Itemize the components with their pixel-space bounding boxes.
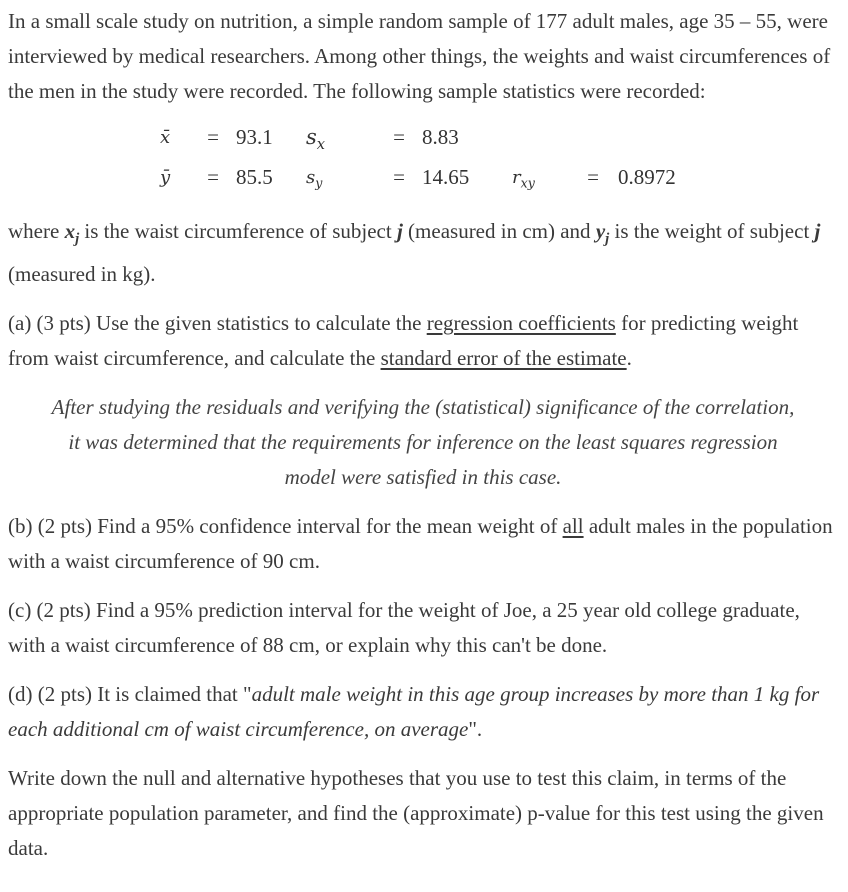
sy-symbol: $s_y$ xyxy=(306,167,323,191)
ybar-symbol: ȳ xyxy=(160,167,171,189)
variable-definitions: where $x_j$ is the waist circumference of subject j (measured in cm) and $y_j$ is the weight of subject j (measured in kg). xyxy=(8,218,821,286)
sy-value: 14.65 xyxy=(422,165,470,190)
equals-sign: = xyxy=(207,165,219,190)
all-emphasis: all xyxy=(562,513,584,538)
yj-variable: $y_j$ xyxy=(595,218,610,247)
part-c: (c) (2 pts) Find a 95% prediction interval for the weight of Joe, a 25 year old college graduate, with a waist circumference of 88 cm, or explain why this can't be done. xyxy=(8,597,800,657)
part-a: (a) (3 pts) Use the given statistics to calculate the regression coefficients for predicting weight from waist circumference, and calculate the standard error of the estimate. xyxy=(8,310,799,370)
equals-sign: = xyxy=(393,125,405,149)
j-variable: j xyxy=(396,218,403,243)
rxy-symbol: $r_{xy}$ xyxy=(512,167,535,191)
j-variable: j xyxy=(814,218,821,243)
sample-statistics xyxy=(160,121,838,200)
sx-symbol: $s_x$ xyxy=(306,125,326,154)
xbar-symbol: x̄ xyxy=(160,127,171,148)
inference-note: After studying the residuals and verifying the (statistical) significance of the correlation, it was determined that the requirements for inference on the least squares regression model were satisfied in this case. xyxy=(51,394,795,489)
xbar-value: 93.1 xyxy=(236,125,273,149)
part-d: (d) (2 pts) It is claimed that "adult male weight in this age group increases by more than 1 kg for each additional cm of waist circumference, on average". xyxy=(8,681,820,741)
rxy-value: 0.8972 xyxy=(618,165,676,190)
regression-coefficients-link[interactable]: regression coefficients xyxy=(426,310,616,335)
equals-sign: = xyxy=(587,165,599,190)
ybar-value: 85.5 xyxy=(236,165,273,190)
equals-sign: = xyxy=(207,125,219,149)
sx-value: 8.83 xyxy=(422,125,459,149)
xj-variable: $x_j$ xyxy=(64,218,80,247)
standard-error-link[interactable]: standard error of the estimate xyxy=(380,345,627,370)
claim-text: adult male weight in this age group increases by more than 1 kg for each additional cm of waist circumference, on average xyxy=(8,681,820,741)
part-b: (b) (2 pts) Find a 95% confidence interval for the mean weight of all adult males in the population with a waist circumference of 90 cm. xyxy=(8,513,833,573)
intro-paragraph: In a small scale study on nutrition, a simple random sample of 177 adult males, age 35 – 55, were interviewed by medical researchers. Among other things, the weights and waist circumferences of the men in the study were recorded. The following sample statistics were recorded: xyxy=(8,9,831,103)
final-instructions: Write down the null and alternative hypotheses that you use to test this claim, in terms of the appropriate population parameter, and find the (approximate) p-value for this test using the given data. xyxy=(8,765,824,860)
equals-sign: = xyxy=(393,165,405,190)
